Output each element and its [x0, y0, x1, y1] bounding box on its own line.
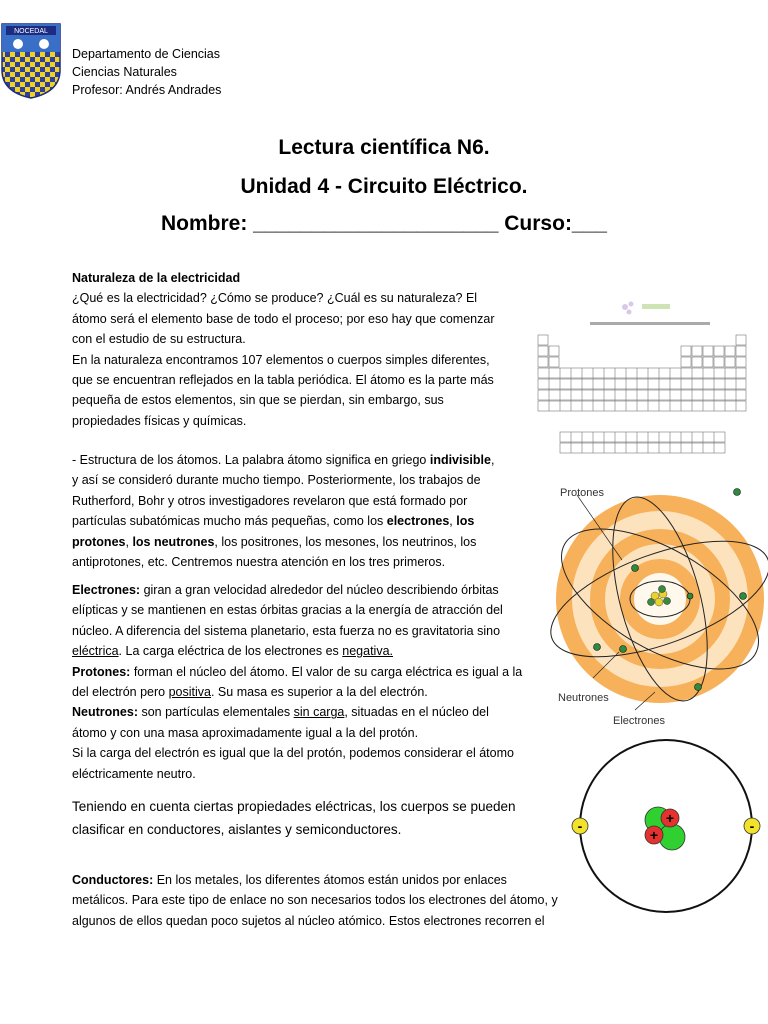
bold-term: Neutrones: [72, 705, 138, 720]
text-line: clasificar en conductores, aislantes y semiconductores. [72, 822, 402, 837]
text-line: eléctricamente neutro. [72, 766, 196, 781]
section-heading: Naturaleza de la electricidad [72, 271, 241, 285]
bold-term: electrones [386, 514, 450, 529]
unit-title: Unidad 4 - Circuito Eléctrico. [240, 175, 528, 198]
text-line [72, 532, 512, 552]
text-line [72, 662, 542, 682]
text-span: . Su masa es superior a la del electrón. [210, 685, 428, 700]
text-line: propiedades físicas y químicas. [72, 413, 247, 428]
text-span: , situadas en el núcleo del [344, 705, 489, 720]
neutrons-label: Neutrones [558, 692, 609, 704]
text-span: del electrón pero [72, 685, 169, 700]
electron-sign: - [577, 818, 583, 834]
department-name: Departamento de Ciencias [72, 47, 220, 61]
section-conductors [72, 870, 572, 931]
text-span: , [125, 534, 133, 549]
protons-label: Protones [560, 487, 605, 499]
bold-term: Electrones: [72, 583, 141, 597]
text-line: núcleo. A diferencia del sistema planetario, esta fuerza no es gravitatoria sino [72, 623, 501, 638]
text-span: , [490, 453, 495, 467]
section-particles [72, 580, 542, 784]
text-line: Teniendo en cuenta ciertas propiedades eléctricas, los cuerpos se pueden [72, 799, 516, 814]
section-atom-structure [72, 450, 512, 572]
bold-term: indivisible [429, 453, 491, 467]
text-line: con el estudio de su estructura. [72, 332, 246, 347]
school-logo [0, 22, 62, 100]
bold-term: Conductores: [72, 873, 154, 887]
electrons-label: Electrones [613, 715, 665, 727]
helium-atom-diagram [570, 738, 762, 914]
bold-term: Protones: [72, 664, 131, 679]
text-line: antiprotones, etc. Centremos nuestra atención en los tres primeros. [72, 555, 446, 570]
text-span: forman el núcleo del átomo. El valor de su carga eléctrica es igual a la [130, 664, 523, 679]
text-line [72, 641, 542, 661]
text-span: . La carga eléctrica de los electrones es [118, 644, 343, 659]
underlined-term: eléctrica [72, 644, 119, 659]
underlined-term: negativa. [342, 644, 394, 659]
subject-name: Ciencias Naturales [72, 65, 177, 79]
text-line [72, 702, 542, 722]
text-line: átomo y con una masa aproximadamente igual a la del protón. [72, 725, 419, 740]
text-line: ¿Qué es la electricidad? ¿Cómo se produce? ¿Cuál es su naturaleza? El [72, 291, 478, 306]
text-line [72, 511, 512, 531]
section-classification [72, 795, 542, 841]
underlined-term: sin carga [293, 705, 345, 720]
atom-orbit-diagram [525, 478, 768, 730]
text-line [72, 682, 542, 702]
reading-title: Lectura científica N6. [278, 136, 490, 159]
underlined-term: positiva [168, 685, 211, 700]
section-nature [72, 268, 532, 431]
proton-sign: + [649, 827, 659, 843]
name-course-line: Nombre: _____________________ Curso:___ [161, 212, 607, 235]
text-line: y así se consideró durante mucho tiempo. Posteriormente, los trabajos de [72, 473, 481, 488]
text-line: pequeña de estos elementos, sin que se pierdan, sin embargo, sus [72, 393, 444, 408]
logo-text: NOCEDAL [14, 28, 48, 35]
text-span: En los metales, los diferentes átomos están unidos por enlaces [153, 873, 507, 887]
text-line: En la naturaleza encontramos 107 elementos o cuerpos simples diferentes, [72, 352, 490, 367]
text-line: algunos de ellos quedan poco sujetos al núcleo atómico. Estos electrones recorren el [72, 913, 545, 928]
text-span: , [449, 514, 457, 529]
bold-term: los [456, 514, 475, 529]
text-span: giran a gran velocidad alrededor del núcleo describiendo órbitas [140, 583, 499, 597]
text-span: , los positrones, los mesones, los neutrinos, los [214, 534, 477, 549]
text-line: elípticas y se mantienen en estas órbitas gracias a la energía de atracción del [72, 603, 503, 618]
text-line: Rutherford, Bohr y otros investigadores revelaron que está formado por [72, 493, 468, 508]
text-line: átomo será el elemento base de todo el proceso; por eso hay que comenzar [72, 311, 495, 326]
text-line [72, 450, 512, 470]
text-span: - Estructura de los átomos. La palabra átomo significa en griego [72, 453, 430, 467]
text-line [72, 580, 542, 600]
proton-sign: + [665, 810, 675, 826]
bold-term: los neutrones [132, 534, 215, 549]
electron-sign: - [749, 818, 755, 834]
bold-term: protones [72, 534, 126, 549]
text-line [72, 870, 572, 890]
text-line: metálicos. Para este tipo de enlace no son necesarios todos los electrones del átomo, y [72, 893, 558, 908]
text-line: que se encuentran reflejados en la tabla periódica. El átomo es la parte más [72, 373, 494, 388]
text-span: son partículas elementales [137, 705, 294, 720]
periodic-table-image [530, 295, 760, 480]
teacher-name: Profesor: Andrés Andrades [72, 83, 222, 97]
text-line: Si la carga del electrón es igual que la del protón, podemos considerar el átomo [72, 746, 514, 761]
text-span: partículas subatómicas mucho más pequeñas, como los [72, 514, 387, 529]
